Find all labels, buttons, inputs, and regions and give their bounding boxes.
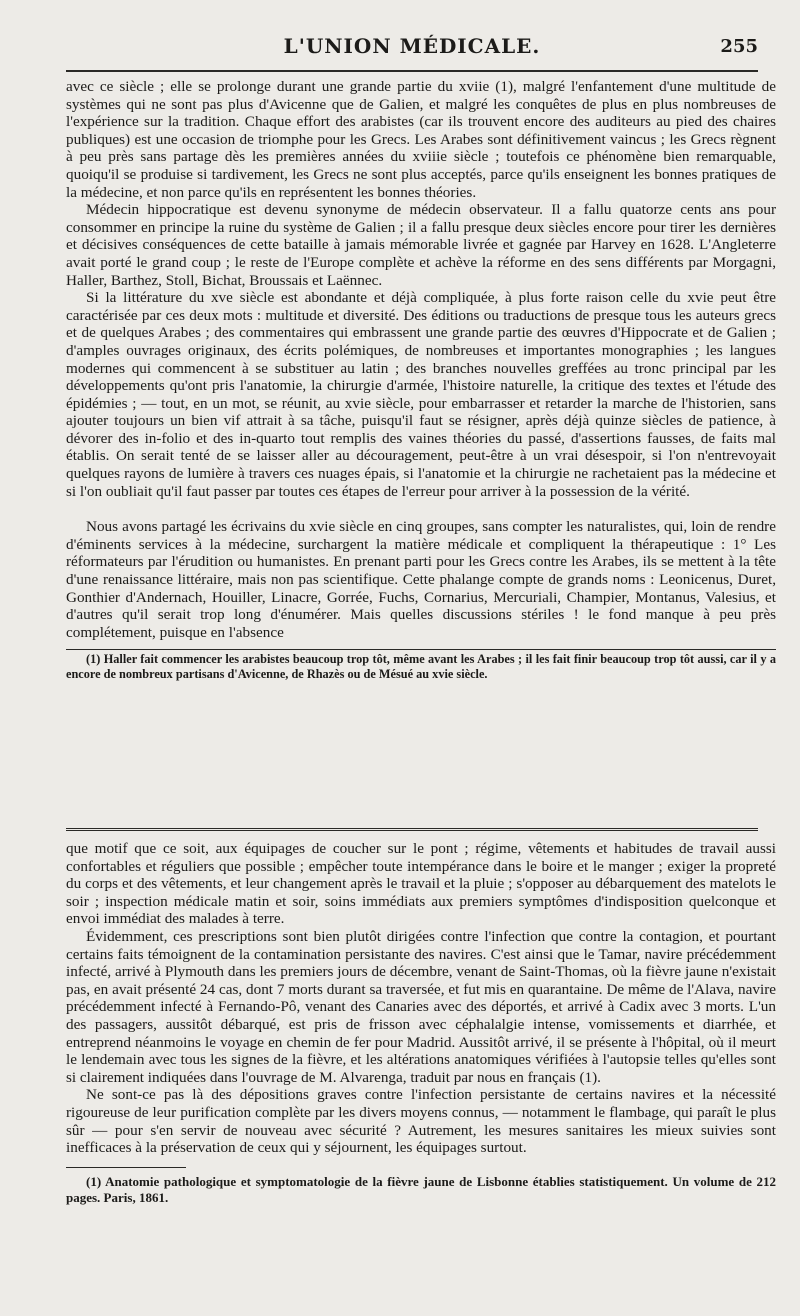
footnote: (1) Anatomie pathologique et symptomatologie de la fièvre jaune de Lisbonne établies statistiquement. Un volume de 212 pages. Paris, 1861. (66, 1173, 776, 1205)
journal-title: L'UNION MÉDICALE. (283, 34, 541, 58)
paragraph: Nous avons partagé les écrivains du xvie siècle en cinq groupes, sans compter les naturalistes, qui, loin de rendre d'éminents services à la médecine, surchargent la matière médicale et compliquent la thérapeutique : 1° Les réformateurs par l'érudition ou humanistes. En prenant parti pour les Grecs contre les Arabes, ils se mettent à la tête d'une renaissance littéraire, mais non pas scientifique. Cette phalange compte de grands noms : Leonicenus, Duret, Gonthier d'Andernach, Houiller, Linacre, Gorrée, Fuchs, Cornarius, Mercuriali, Champier, Montanus, Valesius, et d'autres qu'il serait trop long d'énumérer. Mais quelles discussions stériles ! le fond manque à peu près complétement, puisque en l'absence (66, 518, 776, 641)
footnote-rule (66, 649, 776, 650)
page-header (66, 30, 758, 64)
page-number: 255 (720, 36, 758, 57)
header-rule (66, 70, 758, 72)
article-separator (66, 828, 758, 831)
paragraph: Médecin hippocratique est devenu synonyme de médecin observateur. Il a fallu quatorze cents ans pour consommer en principe la ruine du système de Galien ; il a fallu presque deux siècles encore pour tirer les dernières et décisives conséquences de cette bataille à jamais mémorable livrée et gagnée par Harvey en 1628. L'Angleterre avait porté le grand coup ; le reste de l'Europe complète et achève la réforme en des sens différents par Morgagni, Haller, Barthez, Stoll, Bichat, Broussais et Laënnec. (66, 201, 776, 289)
footnote: (1) Haller fait commencer les arabistes beaucoup trop tôt, même avant les Arabes ; il les fait finir beaucoup trop tôt aussi, car il y a encore de nombreux partisans d'Avicenne, de Rhazès ou de Mésué au xvie siècle. (66, 652, 776, 682)
paragraph: Ne sont-ce pas là des dépositions graves contre l'infection persistante de certains navires et la nécessité rigoureuse de leur purification complète par les divers moyens connus, — notamment le flambage, qui paraît le plus sûr — pour s'en servir de nouveau avec sécurité ? Autrement, les mesures sanitaires les mieux suivies sont inefficaces à la préservation de ceux qui y séjournent, les équipages surtout. (66, 1086, 776, 1157)
lower-article (66, 840, 776, 1206)
upper-article (66, 78, 776, 682)
footnote-rule (66, 1167, 186, 1168)
paragraph: Si la littérature du xve siècle est abondante et déjà compliquée, à plus forte raison celle du xvie peut être caractérisée par ces deux mots : multitude et diversité. Des éditions ou traductions de presque tous les auteurs grecs et de quelques Arabes ; des commentaires qui embrassent une grande partie des œuvres d'Hippocrate et de Galien ; d'amples ouvrages originaux, des écrits polémiques, de nombreuses et importantes monographies ; les langues modernes qui commencent à se substituer au latin ; des branches nouvelles greffées au tronc principal par les développements qu'ont pris l'anatomie, la chirurgie d'armée, l'histoire naturelle, la critique des textes et l'étude des épidémies ; — tout, en un mot, se réunit, au xvie siècle, pour embarrasser et retarder la marche de l'historien, sans ajouter toujours un bien vif attrait à sa tâche, puisqu'il faut se résigner, après déjà quinze siècles de patience, à dévorer des in-folio et des in-quarto tout remplis des vaines théories du passé, d'assertions fausses, de faits mal établis. On serait tenté de se laisser aller au découragement, peut-être à un vrai désespoir, si l'on n'entrevoyait quelques rayons de lumière à travers ces nuages épais, si l'anatomie et la chirurgie ne rachetaient pas la médecine et si l'on oubliait qu'il faut passer par toutes ces étapes de l'erreur pour arriver à la possession de la vérité. (66, 289, 776, 500)
paragraph: que motif que ce soit, aux équipages de coucher sur le pont ; régime, vêtements et habitudes de travail aussi confortables et réguliers que possible ; empêcher toute intempérance dans le boire et le manger ; exiger la propreté du corps et des vêtements, et leur changement après le travail et la pluie ; s'opposer au débarquement des matelots le soir ; inspection médicale matin et soir, soins immédiats aux premiers symptômes d'indisposition quelconque et envoi immédiat des malades à terre. (66, 840, 776, 928)
paragraph: avec ce siècle ; elle se prolonge durant une grande partie du xviie (1), malgré l'enfantement d'une multitude de systèmes qui ne sont pas plus d'Avicenne que de Galien, et malgré les conquêtes de plus en plus nombreuses de l'expérience sur la tradition. Chaque effort des arabistes (car ils trouvent encore des auditeurs au pied des chaires publiques) est une occasion de triomphe pour les Grecs. Les Arabes sont définitivement vaincus ; les Grecs règnent à peu près sans partage dès les premières années du xviiie siècle ; toutefois ce phénomène bien remarquable, quoiqu'il se produise si tardivement, les Grecs ne sont plus acceptés, parce qu'ils enseignent les bonnes pratiques de la médecine, et non parce qu'ils en représentent les bonnes théories. (66, 78, 776, 201)
paragraph: Évidemment, ces prescriptions sont bien plutôt dirigées contre l'infection que contre la contagion, et pourtant certains faits témoignent de la contamination persistante des navires. C'est ainsi que le Tamar, navire précédemment infecté, arrivé à Plymouth dans les premiers jours de décembre, venant de Saint-Thomas, où la fièvre jaune n'existait pas, en avait présenté 24 cas, dont 7 morts durant sa traversée, et fut mis en quarantaine. De même de l'Alava, navire précédemment infecté à Fernando-Pô, venant des Canaries avec des déportés, et arrivé à Cadix avec 3 morts. L'un des passagers, aussitôt débarqué, est pris de frisson avec céphalalgie intense, vomissements et diarrhée, et entreprend néanmoins le voyage en chemin de fer pour Madrid. Aussitôt arrivé, il se présente à l'hôpital, où il meurt le lendemain avec tous les signes de la fièvre, et les altérations anatomiques vérifiées à l'autopsie telles qu'elles sont si clairement indiquées dans l'ouvrage de M. Alvarenga, traduit par nous en français (1). (66, 927, 776, 1086)
